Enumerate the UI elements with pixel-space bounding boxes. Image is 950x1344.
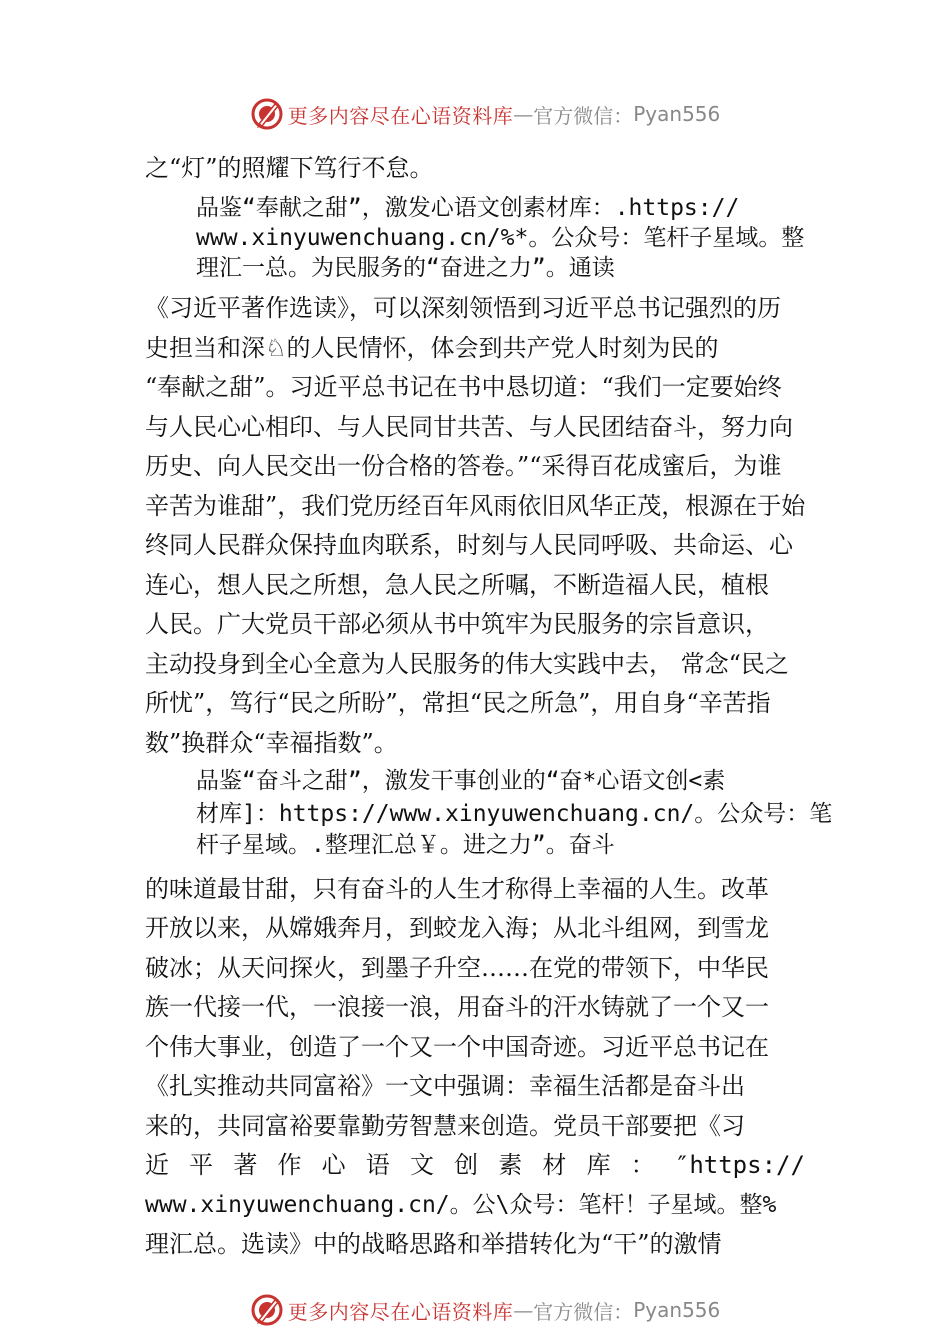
banner-text: 更多内容尽在心语资料库: [287, 103, 514, 128]
text-line: 《习近平著作选读》，可以深刻领悟到习近平总书记强烈的历: [145, 294, 781, 322]
banner-text: 更多内容尽在心语资料库: [287, 1299, 514, 1324]
text-line: 材库]：https://www.xinyuwenchuang.cn/。公众号：笔: [196, 801, 833, 827]
banner-separator: —: [513, 102, 534, 126]
text-line: 数”换群众“幸福指数”。: [145, 729, 398, 757]
spread-char: 材: [542, 1151, 567, 1179]
text-line: 杆子星域。.整理汇总￥。进之力”。奋斗: [196, 832, 615, 858]
text-line: 终同人民群众保持血肉联系，时刻与人民同呼吸、共命运、心: [145, 531, 793, 559]
spread-char: 创: [454, 1151, 479, 1179]
pen-seal-icon: [250, 1293, 284, 1327]
text-line: 连心，想人民之所想，急人民之所嘱，不断造福人民，植根: [145, 571, 769, 599]
banner-wechat-label: 官方微信：: [533, 1299, 634, 1324]
text-line: 开放以来，从嫦娥奔月，到蛟龙入海；从北斗组网，到雪龙: [145, 914, 769, 942]
spread-char: 著: [233, 1151, 258, 1179]
spread-char: 心: [321, 1151, 346, 1179]
text-line: 来的，共同富裕要靠勤劳智慧来创造。党员干部要把《习: [145, 1112, 745, 1140]
text-line: 品鉴“奉献之甜”，激发心语文创素材库：.https://: [196, 195, 740, 221]
spread-char: ：: [630, 1151, 655, 1179]
footer-banner: [0, 1290, 950, 1330]
text-line: 《扎实推动共同富裕》一文中强调：幸福生活都是奋斗出: [145, 1072, 745, 1100]
spread-char: 平: [189, 1151, 214, 1179]
pen-seal-icon: [250, 97, 284, 131]
text-line: 的味道最甘甜，只有奋斗的人生才称得上幸福的人生。改革: [145, 875, 769, 903]
text-line: www.xinyuwenchuang.cn/%*。公众号：笔杆子星域。整: [196, 225, 805, 251]
text-line: 个伟大事业，创造了一个又一个中国奇迹。习近平总书记在: [145, 1033, 769, 1061]
text-line: 理汇一总。为民服务的“奋进之力”。通读: [196, 255, 615, 281]
text-line: 所忧”，笃行“民之所盼”，常担“民之所急”，用自身“辛苦指: [145, 689, 771, 717]
text-line: “奉献之甜”。习近平总书记在书中恳切道：“我们一定要始终: [145, 373, 782, 401]
banner-separator: —: [513, 1298, 534, 1322]
text-line: 族一代接一代，一浪接一浪，用奋斗的汗水铸就了一个又一: [145, 993, 769, 1021]
spread-char: ″https://: [674, 1151, 805, 1179]
text-line: 主动投身到全心全意为人民服务的伟大实践中去， 常念“民之: [145, 650, 789, 678]
text-line: 品鉴“奋斗之甜”，激发干事创业的“奋*心语文创<素: [196, 768, 726, 794]
spread-char: 文: [409, 1151, 434, 1179]
banner-wechat-label: 官方微信：: [533, 103, 634, 128]
text-line: 与人民心心相印、与人民同甘共苦、与人民团结奋斗，努力向: [145, 413, 793, 441]
spread-char: 库: [586, 1151, 611, 1179]
banner-wechat-id: Pyan556: [633, 1298, 721, 1322]
text-line: www.xinyuwenchuang.cn/。公\众号：笔杆！子星域。整%: [145, 1192, 777, 1218]
spread-char: 作: [277, 1151, 302, 1179]
text-line: 理汇总。选读》中的战略思路和举措转化为“干”的激情: [145, 1230, 722, 1258]
spread-char: 语: [365, 1151, 390, 1179]
spread-text-line: [145, 1150, 805, 1180]
text-line: 之“灯”的照耀下笃行不怠。: [145, 154, 434, 182]
banner-wechat-id: Pyan556: [633, 102, 721, 126]
spread-char: 近: [145, 1151, 169, 1179]
text-line: 破冰；从天问探火，到墨子升空……在党的带领下，中华民: [145, 954, 769, 982]
text-line: 历史、向人民交出一份合格的答卷。”“采得百花成蜜后，为谁: [145, 452, 782, 480]
text-line: 人民。广大党员干部必须从书中筑牢为民服务的宗旨意识，: [145, 610, 769, 638]
text-line: 辛苦为谁甜”，我们党历经百年风雨依旧风华正茂，根源在于始: [145, 492, 806, 520]
text-line: 史担当和深♘的人民情怀，体会到共产党人时刻为民的: [145, 334, 719, 362]
header-banner: [0, 94, 950, 134]
spread-char: 素: [498, 1151, 523, 1179]
